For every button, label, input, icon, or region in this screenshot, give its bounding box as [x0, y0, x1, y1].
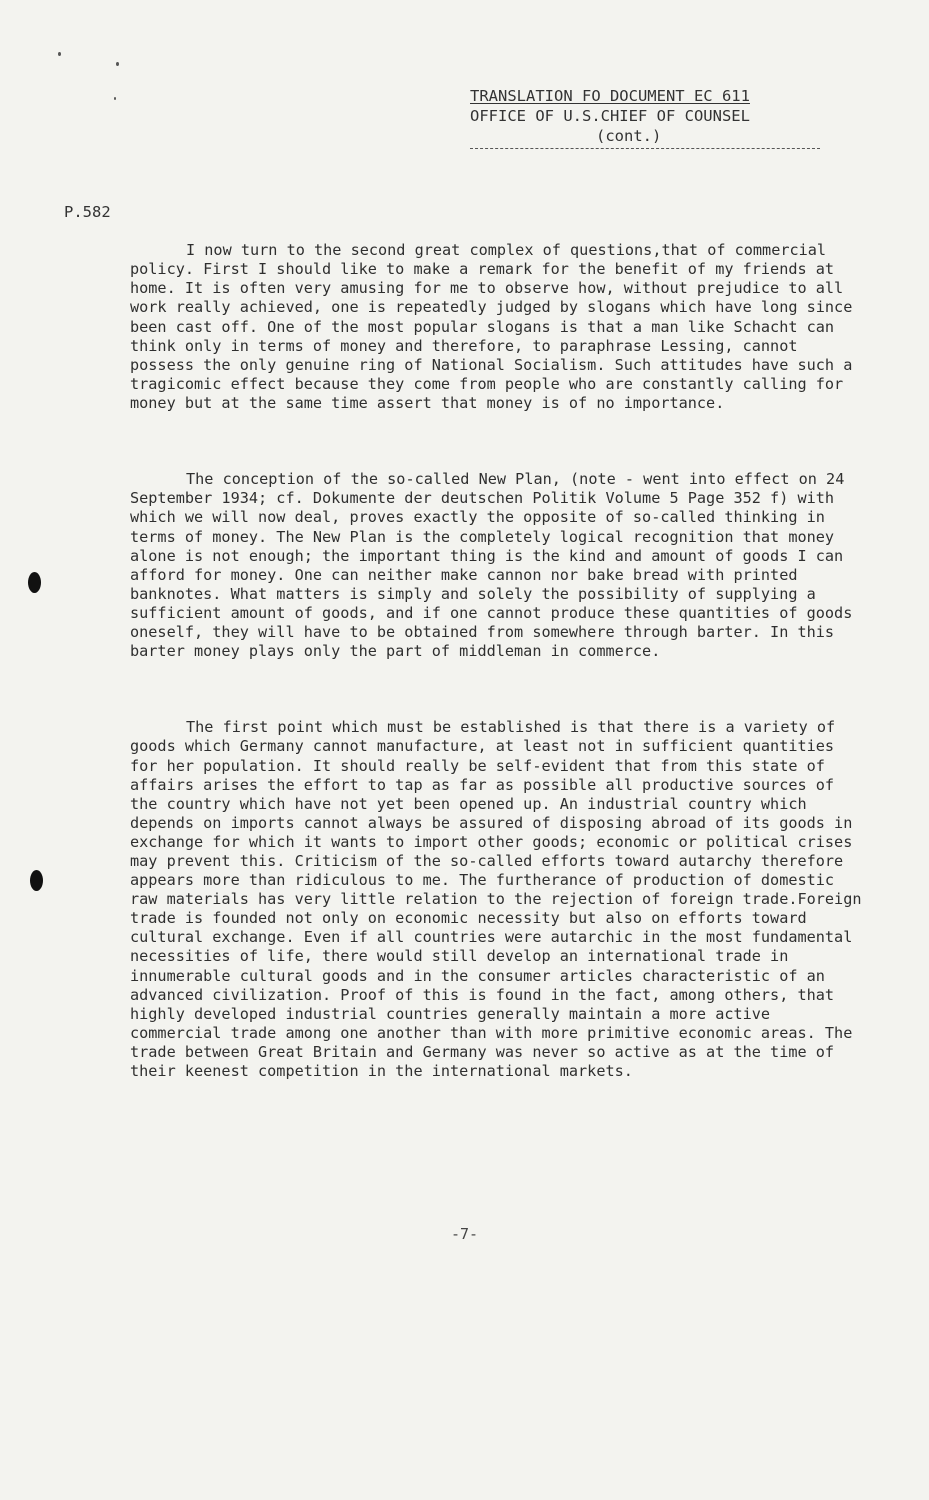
- header-rule: [470, 148, 820, 149]
- page-number: -7-: [450, 1225, 479, 1243]
- punch-hole: [28, 572, 41, 593]
- document-header: [470, 86, 850, 149]
- paragraph: I now turn to the second great complex of questions,that of commercial policy. First I should like to make a remark for the benefit of my friends at home. It is often very amusing for me to observe how, without prejudice to all work really achieved, one is repeatedly judged by slogans which have long since been cast off. One of the most popular slogans is that a man like Schacht can think only in terms of money and therefore, to paraphrase Lessing, cannot possess the only genuine ring of National Socialism. Such attitudes have such a tragicomic effect because they come from people who are constantly calling for money but at the same time assert that money is of no importance.: [130, 241, 862, 412]
- paragraph: The first point which must be established is that there is a variety of goods which Germany cannot manufacture, at least not in sufficient quantities for her population. It should really be self-evident that from this state of affairs arises the effort to tap as far as possible all productive sources of the country which have not yet been opened up. An industrial country which depends on imports cannot always be assured of disposing abroad of its goods in exchange for which it wants to import other goods; economic or political crises may prevent this. Criticism of the so-called efforts toward autarchy therefore appears more than ridiculous to me. The furtherance of production of domestic raw materials has very little relation to the rejection of foreign trade.Foreign trade is founded not only on economic necessity but also on efforts toward cultural exchange. Even if all countries were autarchic in the most fundamental necessities of life, there would still develop an international trade in innumerable cultural goods and in the consumer articles characteristic of an advanced civilization. Proof of this is found in the fact, among others, that highly developed industrial countries generally maintain a more active commercial trade among one another than with more primitive economic areas. The trade between Great Britain and Germany was never so active as at the time of their keenest competition in the international markets.: [130, 718, 871, 1081]
- paper-speck: [116, 62, 119, 66]
- paper-speck: [58, 52, 61, 56]
- page-reference-label: P.582: [64, 203, 111, 221]
- document-body: [130, 203, 870, 1119]
- header-office: OFFICE OF U.S.CHIEF OF COUNSEL: [470, 107, 750, 125]
- paper-speck: [114, 97, 116, 100]
- punch-hole: [30, 870, 43, 891]
- paragraph: The conception of the so-called New Plan, (note - went into effect on 24 September 1934; cf. Dokumente der deutschen Politik Volume 5 Page 352 f) with which we will now deal, proves exactly the opposite of so-called thinking in terms of money. The New Plan is the completely logical recognition that money alone is not enough; the important thing is the kind and amount of goods I can afford for money. One can neither make cannon nor bake bread with printed banknotes. What matters is simply and solely the possibility of supplying a sufficient amount of goods, and if one cannot produce these quantities of goods oneself, they will have to be obtained from somewhere through barter. In this barter money plays only the part of middleman in commerce.: [130, 470, 862, 661]
- header-document-reference: TRANSLATION FO DOCUMENT EC 611: [470, 87, 750, 105]
- header-continuation: (cont.): [596, 127, 662, 145]
